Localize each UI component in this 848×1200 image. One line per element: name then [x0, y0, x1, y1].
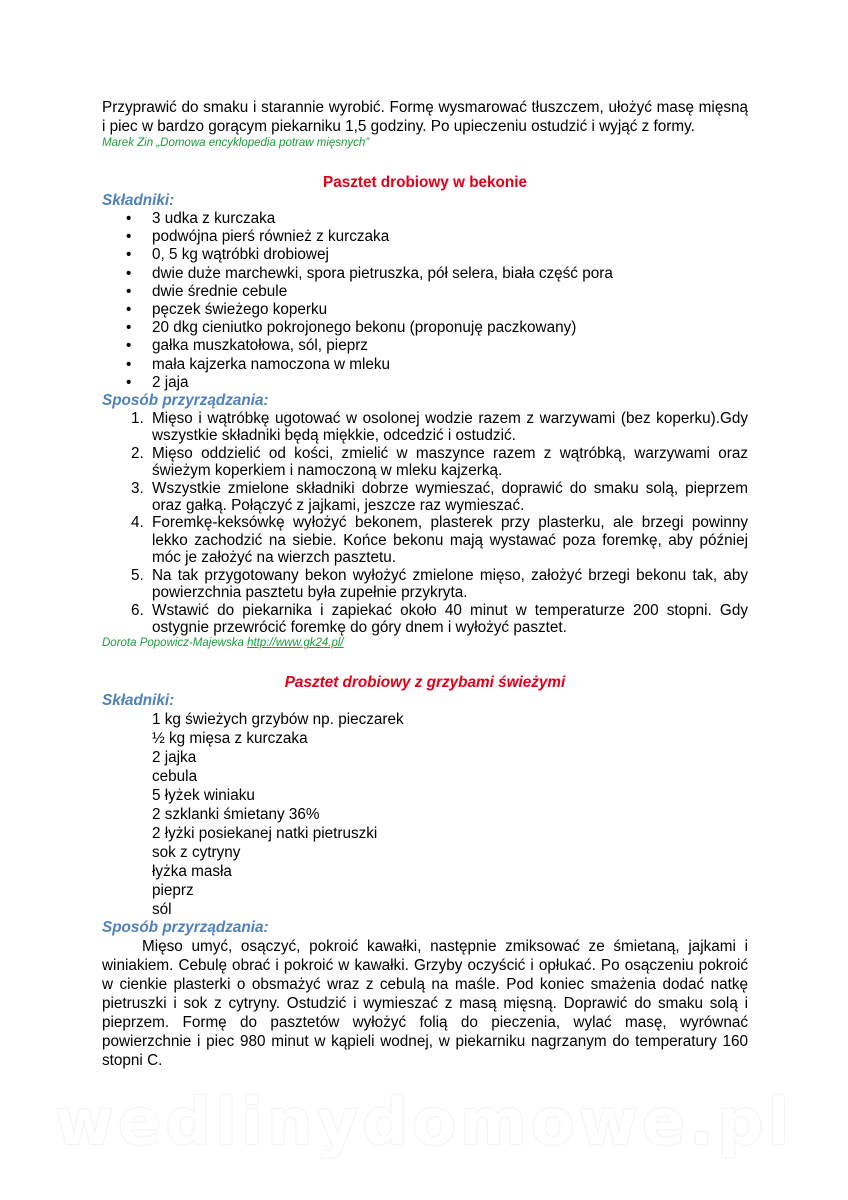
list-item: ½ kg mięsa z kurczaka	[152, 730, 308, 748]
step-item	[102, 410, 748, 445]
step-number: 6.	[131, 601, 144, 619]
list-item: • 0, 5 kg wątróbki drobiowej	[102, 246, 748, 264]
list-item: sok z cytryny	[152, 844, 241, 862]
recipe2-method-heading: Sposób przyrządzania:	[102, 919, 269, 937]
step-item	[102, 567, 748, 602]
recipe1-source	[102, 636, 748, 651]
step-item	[102, 514, 748, 566]
recipe1-steps-list	[102, 410, 748, 636]
recipe2-title: Pasztet drobiowy z grzybami świeżymi	[284, 674, 566, 692]
step-number: 5.	[131, 566, 144, 584]
recipe1-source-link[interactable]: http://www.gk24.pl/	[247, 637, 344, 650]
step-number: 4.	[131, 514, 144, 532]
intro-source: Marek Zin „Domowa encyklopedia potraw mięsnych”	[102, 137, 370, 149]
list-item: łyżka masła	[152, 863, 232, 881]
recipe2-ingredients-list	[102, 710, 748, 919]
list-item: • 2 jaja	[102, 374, 748, 392]
list-item: cebula	[152, 768, 198, 786]
document-page	[102, 98, 748, 1070]
list-item: • pęczek świeżego koperku	[102, 301, 748, 319]
step-item	[102, 480, 748, 515]
step-item	[102, 602, 748, 637]
list-item: 1 kg świeżych grzybów np. pieczarek	[152, 711, 404, 729]
recipe2-method-paragraph: Mięso umyć, osączyć, pokroić kawałki, następnie zmiksować ze śmietaną, jajkami i winiakiem. Cebulę obrać i pokroić w kawałki. Grzyby oczyścić i opłukać. Po osączeniu pokroić w cienkie plasterki o obsmażyć wraz z cebulą na maśle. Pod koniec smażenia dodać natkę pietruszki i sok z cytryny. Ostudzić i wymieszać z masą mięsną. Doprawić do smaku solą i pieprzem. Formę do pasztetów wyłożyć folią do pieczenia, wylać masę, wyrównać powierzchnie i piec 980 minut w kąpieli wodnej, w piekarniku nagrzanym do temperatury 160 stopni C.	[102, 938, 748, 1070]
step-text: Wstawić do piekarnika i zapiekać około 40 minut w temperaturze 200 stopni. Gdy ostygnie przewrócić foremkę do góry dnem i wyłożyć pasztet.	[152, 601, 748, 636]
recipe1-method-heading: Sposób przyrządzania:	[102, 392, 269, 410]
recipe1-ingredients-list	[102, 210, 748, 392]
list-item: 5 łyżek winiaku	[152, 787, 255, 805]
step-number: 3.	[131, 479, 144, 497]
list-item: • gałka muszkatołowa, sól, pieprz	[102, 337, 748, 355]
list-item: • mała kajzerka namoczona w mleku	[102, 356, 748, 374]
list-item: • 20 dkg cieniutko pokrojonego bekonu (proponuję paczkowany)	[102, 319, 748, 337]
recipe1-title: Pasztet drobiowy w bekonie	[323, 174, 527, 191]
step-text: Wszystkie zmielone składniki dobrze wymieszać, doprawić do smaku solą, pieprzem oraz gałką. Połączyć z jajkami, jeszcze raz wymieszać.	[152, 479, 748, 515]
list-item: • 3 udka z kurczaka	[102, 210, 748, 228]
step-text: Mięso i wątróbkę ugotować w osolonej wodzie razem z warzywami (bez koperku).Gdy wszystkie składniki będą miękkie, odcedzić i ostudzić.	[152, 410, 748, 445]
recipe1-ingredients-heading: Składniki:	[102, 192, 175, 209]
recipe2-ingredients-heading: Składniki:	[102, 692, 175, 710]
list-item: pieprz	[152, 882, 194, 900]
step-number: 2.	[131, 444, 144, 462]
step-text: Mięso oddzielić od kości, zmielić w maszynce razem z wątróbką, warzywami oraz świeżym koperkiem i namoczoną w mleku kajzerką.	[152, 444, 748, 480]
list-item: sól	[152, 901, 172, 919]
list-item: 2 jajka	[152, 749, 197, 767]
list-item: • podwójna pierś również z kurczaka	[102, 228, 748, 246]
step-text: Na tak przygotowany bekon wyłożyć zmielone mięso, założyć brzegi bekonu tak, aby powierzchnia pasztetu była zupełnie przykryta.	[152, 566, 748, 602]
watermark-logo: wedlinydomowe.pl	[54, 1086, 794, 1160]
list-item: • dwie duże marchewki, spora pietruszka, pół selera, biała część pora	[102, 265, 748, 283]
list-item: 2 łyżki posiekanej natki pietruszki	[152, 825, 378, 843]
list-item: • dwie średnie cebule	[102, 283, 748, 301]
step-text: Foremkę-keksówkę wyłożyć bekonem, plasterek przy plasterku, ale brzegi powinny lekko zachodzić na siebie. Końce bekonu mają wystawać poza foremkę, aby później móc je założyć na wierzch pasztetu.	[152, 514, 748, 567]
recipe1-source-author: Dorota Popowicz-Majewska	[102, 637, 248, 650]
list-item: 2 szklanki śmietany 36%	[152, 806, 320, 824]
step-item	[102, 445, 748, 480]
step-number: 1.	[131, 410, 144, 428]
intro-paragraph: Przyprawić do smaku i starannie wyrobić. Formę wysmarować tłuszczem, ułożyć masę mięsną i piec w bardzo gorącym piekarniku 1,5 godziny. Po upieczeniu ostudzić i wyjąć z formy.	[102, 99, 748, 135]
